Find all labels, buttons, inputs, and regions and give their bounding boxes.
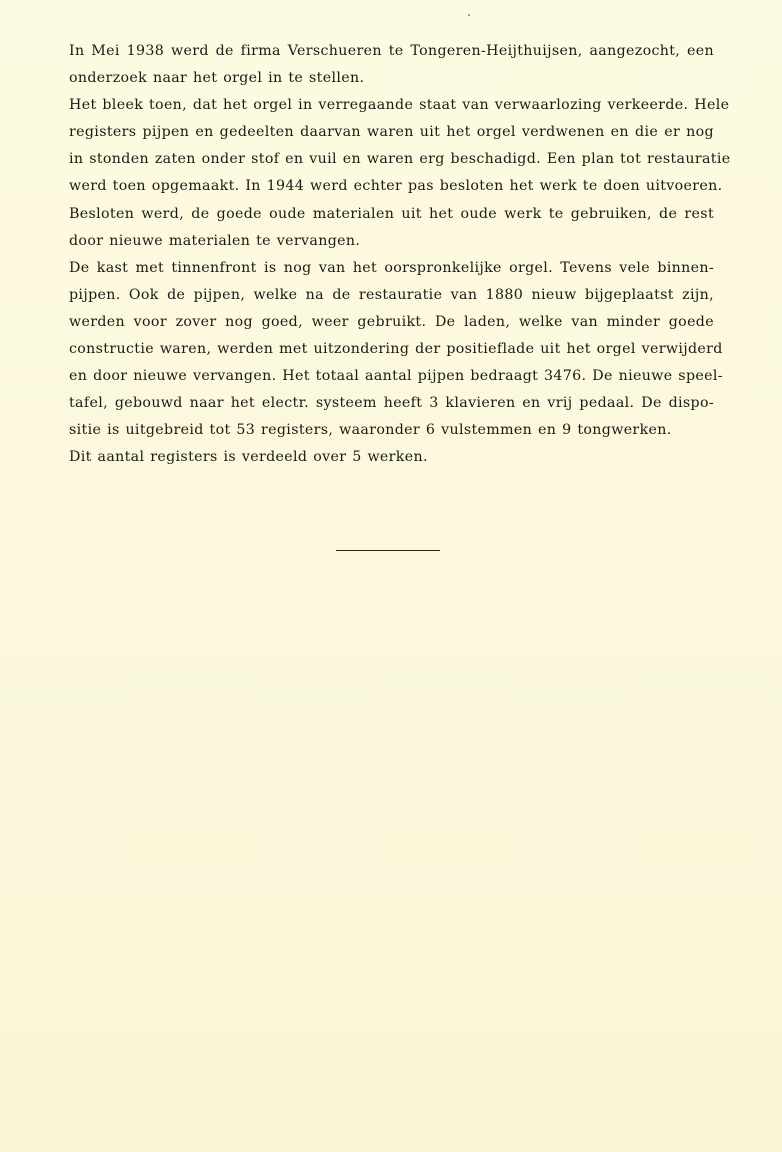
text-line: pijpen. Ook de pijpen, welke na de restauratie van 1880 nieuw bijgeplaatst zijn, [69,286,714,303]
text-line: Dit aantal registers is verdeeld over 5 werken. [69,449,428,466]
text-line: registers pijpen en gedeelten daarvan waren uit het orgel verdwenen en die er nog [69,124,714,141]
text-line: werd toen opgemaakt. In 1944 werd echter pas besloten het werk te doen uitvoeren. [69,178,723,195]
section-divider [336,550,440,551]
text-line: In Mei 1938 werd de firma Verschueren te Tongeren-Heijthuijsen, aangezocht, een [69,43,714,59]
text-line: sitie is uitgebreid tot 53 registers, waaronder 6 vulstemmen en 9 tongwerken. [69,422,672,439]
text-line: onderzoek naar het orgel in te stellen. [69,70,365,87]
text-line: in stonden zaten onder stof en vuil en waren erg beschadigd. Een plan tot restauratie [69,151,731,168]
text-line: constructie waren, werden met uitzondering der positieflade uit het orgel verwijderd [69,341,723,358]
text-line: tafel, gebouwd naar het electr. systeem heeft 3 klavieren en vrij pedaal. De dispo- [69,395,714,412]
text-line: De kast met tinnenfront is nog van het oorspronkelijke orgel. Tevens vele binnen- [69,259,714,276]
text-line: werden voor zover nog goed, weer gebruikt. De laden, welke van minder goede [69,313,714,330]
text-line: Besloten werd, de goede oude materialen uit het oude werk te gebruiken, de rest [69,205,714,222]
text-line: door nieuwe materialen te vervangen. [69,232,361,249]
paper-speck [468,14,470,16]
text-line: en door nieuwe vervangen. Het totaal aantal pijpen bedraagt 3476. De nieuwe speel- [69,368,723,385]
body-text [69,38,731,472]
text-line: Het bleek toen, dat het orgel in verregaande staat van verwaarlozing verkeerde. Hele [69,97,730,114]
